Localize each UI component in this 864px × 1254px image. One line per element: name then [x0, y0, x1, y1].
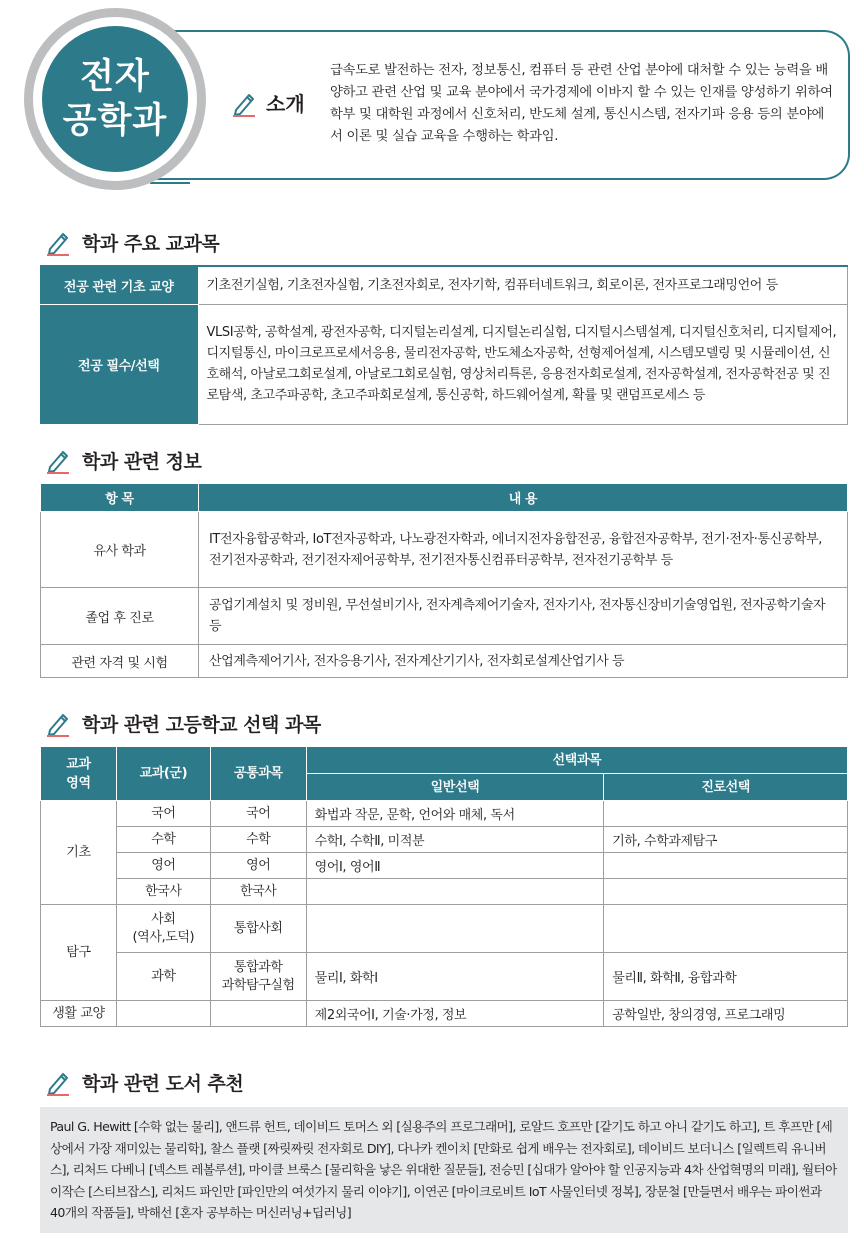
- general-cell: 수학Ⅰ, 수학Ⅱ, 미적분: [306, 827, 604, 853]
- pencil-icon: [44, 1068, 72, 1096]
- general-cell: 제2외국어Ⅰ, 기술·가정, 정보: [306, 1001, 604, 1027]
- content-cell: 산업계측제어기사, 전자응용기사, 전자계산기기사, 전자회로설계산업기사 등: [199, 645, 848, 678]
- subject-cell: 영어: [116, 853, 210, 879]
- career-cell: [604, 853, 848, 879]
- table-row: [41, 588, 848, 645]
- table-row: [41, 512, 848, 588]
- subject-cell: 사회 (역사,도덕): [116, 905, 210, 953]
- content-cell: IT전자융합공학과, IoT전자공학과, 나노광전자학과, 에너지전자융합전공, 융합전자공학부, 전기·전자·통신공학부, 전기전자공학과, 전기전자제어공학부, 전기전자통신컴퓨터공학부, 전자전기공학부 등: [199, 512, 848, 588]
- dept-name-line1: 전자: [80, 57, 150, 97]
- career-cell: 물리Ⅱ, 화학Ⅱ, 융합과학: [604, 953, 848, 1001]
- table-header-row: [41, 747, 848, 774]
- general-cell: 화법과 작문, 문학, 언어와 매체, 독서: [306, 801, 604, 827]
- section-title-text: 학과 관련 고등학교 선택 과목: [82, 713, 321, 736]
- subject-cell: 과학: [116, 953, 210, 1001]
- subjects-table: [40, 265, 848, 425]
- table-row: [41, 645, 848, 678]
- subject-cell: 수학: [116, 827, 210, 853]
- section-title-text: 학과 주요 교과목: [82, 232, 220, 255]
- pencil-icon: [44, 709, 72, 737]
- section-title-books: [44, 1068, 243, 1096]
- section-title-text: 학과 관련 도서 추천: [82, 1072, 244, 1095]
- column-header-item: 항 목: [41, 484, 199, 512]
- subject-cell: [116, 1001, 210, 1027]
- common-cell: 한국사: [210, 879, 306, 905]
- career-cell: [604, 801, 848, 827]
- career-cell: [604, 879, 848, 905]
- pencil-icon: [44, 446, 72, 474]
- intro-text: 급속도로 발전하는 전자, 정보통신, 컴퓨터 등 관련 산업 분야에 대처할 수 있는 능력을 배양하고 관련 산업 및 교육 분야에서 국가경제에 이바지 할 수 있는 인재를 양성하기 위하여 학부 및 대학원 과정에서 신호처리, 반도체 설계, 통신시스템, 전자기파 응용 등의 분야에서 이론 및 실습 교육을 수행하는 학과임.: [330, 63, 833, 144]
- intro-label-text: 소개: [266, 92, 305, 116]
- row-content: 기초전기실험, 기초전자실험, 기초전자회로, 전자기학, 컴퓨터네트워크, 회로이론, 전자프로그래밍언어 등: [198, 266, 848, 304]
- section-title-text: 학과 관련 정보: [82, 450, 202, 473]
- common-cell: 국어: [210, 801, 306, 827]
- book-recommendations: Paul G. Hewitt [수학 없는 물리], 앤드류 헌트, 데이비드 토머스 외 [실용주의 프로그래머], 로알드 호프만 [같기도 하고 아니 같기도 하고], 트 후프만 [세상에서 가장 재미있는 물리학], 찰스 플랫 [짜릿짜릿 전자회로 DIY], 다나카 켄이치 [만화로 쉽게 배우는 전자회로], 데이비드 보더니스 [일렉트릭 유니버스], 리처드 다베니 [넥스트 레볼루션], 마이클 브룩스 [물리학을 낳은 위대한 질문들], 전승민 [십대가 알아야 할 인공지능과 4차 산업혁명의 미래], 월터아이작슨 [스티브잡스], 리처드 파인만 [파인만의 여섯가지 물리 이야기], 이연곤 [마이크로비트 IoT 사물인터넷 정복], 장문철 [만들면서 배우는 파이썬과 40개의 작품들], 박해선 [혼자 공부하는 머신러닝+딥러닝]: [40, 1107, 848, 1233]
- column-header-area: 교과 영역: [41, 747, 117, 801]
- general-cell: 영어Ⅰ, 영어Ⅱ: [306, 853, 604, 879]
- table-row: [41, 1001, 848, 1027]
- common-cell: 영어: [210, 853, 306, 879]
- career-cell: 공학일반, 창의경영, 프로그래밍: [604, 1001, 848, 1027]
- area-cell: 기초: [41, 801, 117, 905]
- table-row: [41, 905, 848, 953]
- header: [0, 0, 864, 200]
- section-title-info: [44, 446, 201, 474]
- pencil-icon: [44, 228, 72, 256]
- column-header-subject: 교과(군): [116, 747, 210, 801]
- row-content: VLSI공학, 공학설계, 광전자공학, 디지털논리설계, 디지털논리실험, 디지털시스템설계, 디지털신호처리, 디지털제어, 디지털통신, 마이크로프로세서응용, 물리전자공학, 반도체소자공학, 선형제어설계, 시스템모델링 및 시뮬레이션, 신호해석, 아날로그회로설계, 아날로그회로실험, 영상처리특론, 응용전자회로설계, 전자공학설계, 전자공학전공 및 진로탐색, 초고주파공학, 초고주파회로설계, 통신공학, 하드웨어설계, 확률 및 랜덤프로세스 등: [198, 304, 848, 424]
- item-cell: 유사 학과: [41, 512, 199, 588]
- row-header: 전공 필수/선택: [40, 304, 198, 424]
- intro-label: [230, 88, 305, 117]
- subject-cell: 국어: [116, 801, 210, 827]
- section-title-subjects: [44, 228, 219, 256]
- common-cell: 통합과학 과학탐구실험: [210, 953, 306, 1001]
- info-table: [40, 483, 848, 678]
- career-cell: [604, 905, 848, 953]
- table-row: [41, 953, 848, 1001]
- common-cell: [210, 1001, 306, 1027]
- column-header-general: 일반선택: [306, 774, 604, 801]
- content-cell: 공업기계설치 및 정비원, 무선설비기사, 전자계측제어기술자, 전자기사, 전자통신장비기술영업원, 전자공학기술자 등: [199, 588, 848, 645]
- dept-badge: [42, 26, 188, 172]
- item-cell: 졸업 후 진로: [41, 588, 199, 645]
- column-header-career: 진로선택: [604, 774, 848, 801]
- table-row: [41, 879, 848, 905]
- area-cell: 탐구: [41, 905, 117, 1001]
- pencil-icon: [230, 89, 258, 117]
- general-cell: [306, 879, 604, 905]
- table-row: [40, 266, 848, 304]
- career-cell: 기하, 수학과제탐구: [604, 827, 848, 853]
- general-cell: [306, 905, 604, 953]
- common-cell: 통합사회: [210, 905, 306, 953]
- subject-cell: 한국사: [116, 879, 210, 905]
- table-header-row: [41, 484, 848, 512]
- table-row: [40, 304, 848, 424]
- area-cell: 생활 교양: [41, 1001, 117, 1027]
- table-row: [41, 801, 848, 827]
- highschool-table: [40, 746, 848, 1027]
- table-row: [41, 827, 848, 853]
- table-row: [41, 853, 848, 879]
- column-header-content: 내 용: [199, 484, 848, 512]
- row-header: 전공 관련 기초 교양: [40, 266, 198, 304]
- dept-name-line2: 공학과: [62, 101, 168, 141]
- general-cell: 물리Ⅰ, 화학Ⅰ: [306, 953, 604, 1001]
- column-header-elective: 선택과목: [306, 747, 847, 774]
- common-cell: 수학: [210, 827, 306, 853]
- section-title-hs: [44, 709, 321, 737]
- item-cell: 관련 자격 및 시험: [41, 645, 199, 678]
- column-header-common: 공통과목: [210, 747, 306, 801]
